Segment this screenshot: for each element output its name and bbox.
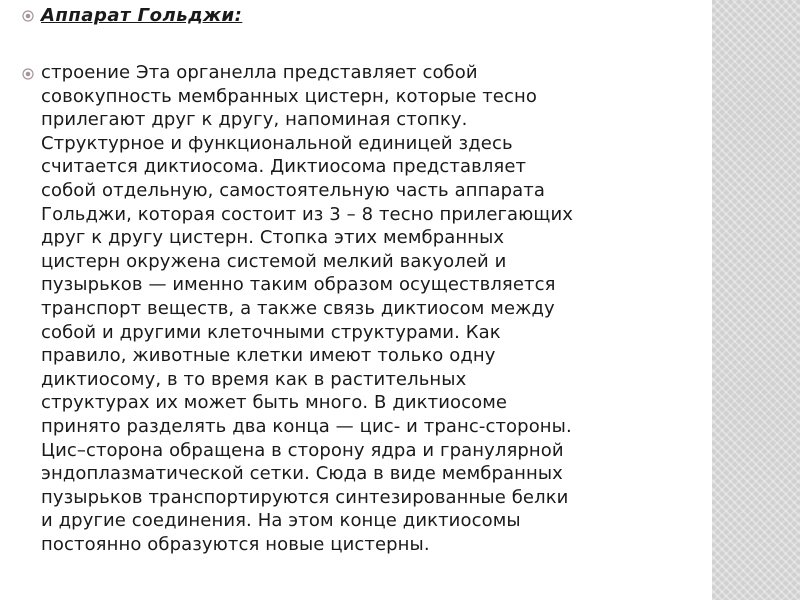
slide-heading: Аппарат Гольджи:	[41, 5, 243, 26]
body-line: собой и другими клеточными структурами. Как	[41, 321, 501, 343]
body-line: диктиосому, в то время как в растительных	[41, 368, 467, 390]
slide-body-text	[41, 61, 707, 556]
body-line: правило, животные клетки имеют только одну	[41, 345, 496, 367]
body-line: прилегают друг к другу, напоминая стопку.	[41, 109, 468, 131]
body-line: постоянно образуются новые цистерны.	[41, 533, 430, 555]
body-line: принято разделять два конца — цис- и транс-стороны.	[41, 415, 572, 437]
body-line: собой отдельную, самостоятельную часть аппарата	[41, 179, 545, 201]
body-line: цистерн окружена системой мелкий вакуолей и	[41, 250, 507, 272]
circled-dot-icon	[22, 10, 34, 22]
body-line: Структурное и функциональной единицей здесь	[41, 132, 513, 154]
circled-dot-icon	[22, 68, 34, 80]
body-line: и другие соединения. На этом конце диктиосомы	[41, 510, 521, 532]
body-line: транспорт веществ, а также связь диктиосом между	[41, 297, 555, 319]
body-line: эндоплазматической сетки. Сюда в виде мембранных	[41, 463, 563, 485]
body-line: пузырьков транспортируются синтезированные белки	[41, 486, 569, 508]
body-line: Цис–сторона обращена в сторону ядра и гранулярной	[41, 439, 564, 461]
body-line: совокупность мембранных цистерн, которые тесно	[41, 85, 537, 107]
body-line: считается диктиосома. Диктиосома представляет	[41, 156, 527, 178]
body-line: Гольджи, которая состоит из 3 – 8 тесно прилегающих	[41, 203, 574, 225]
body-line: структурах их может быть много. В диктиосоме	[41, 392, 508, 414]
body-line: пузырьков — именно таким образом осуществляется	[41, 274, 556, 296]
body-line: строение Эта органелла представляет собой	[41, 62, 478, 83]
decorative-side-panel	[712, 0, 800, 600]
body-line: друг к другу цистерн. Стопка этих мембранных	[41, 227, 505, 249]
